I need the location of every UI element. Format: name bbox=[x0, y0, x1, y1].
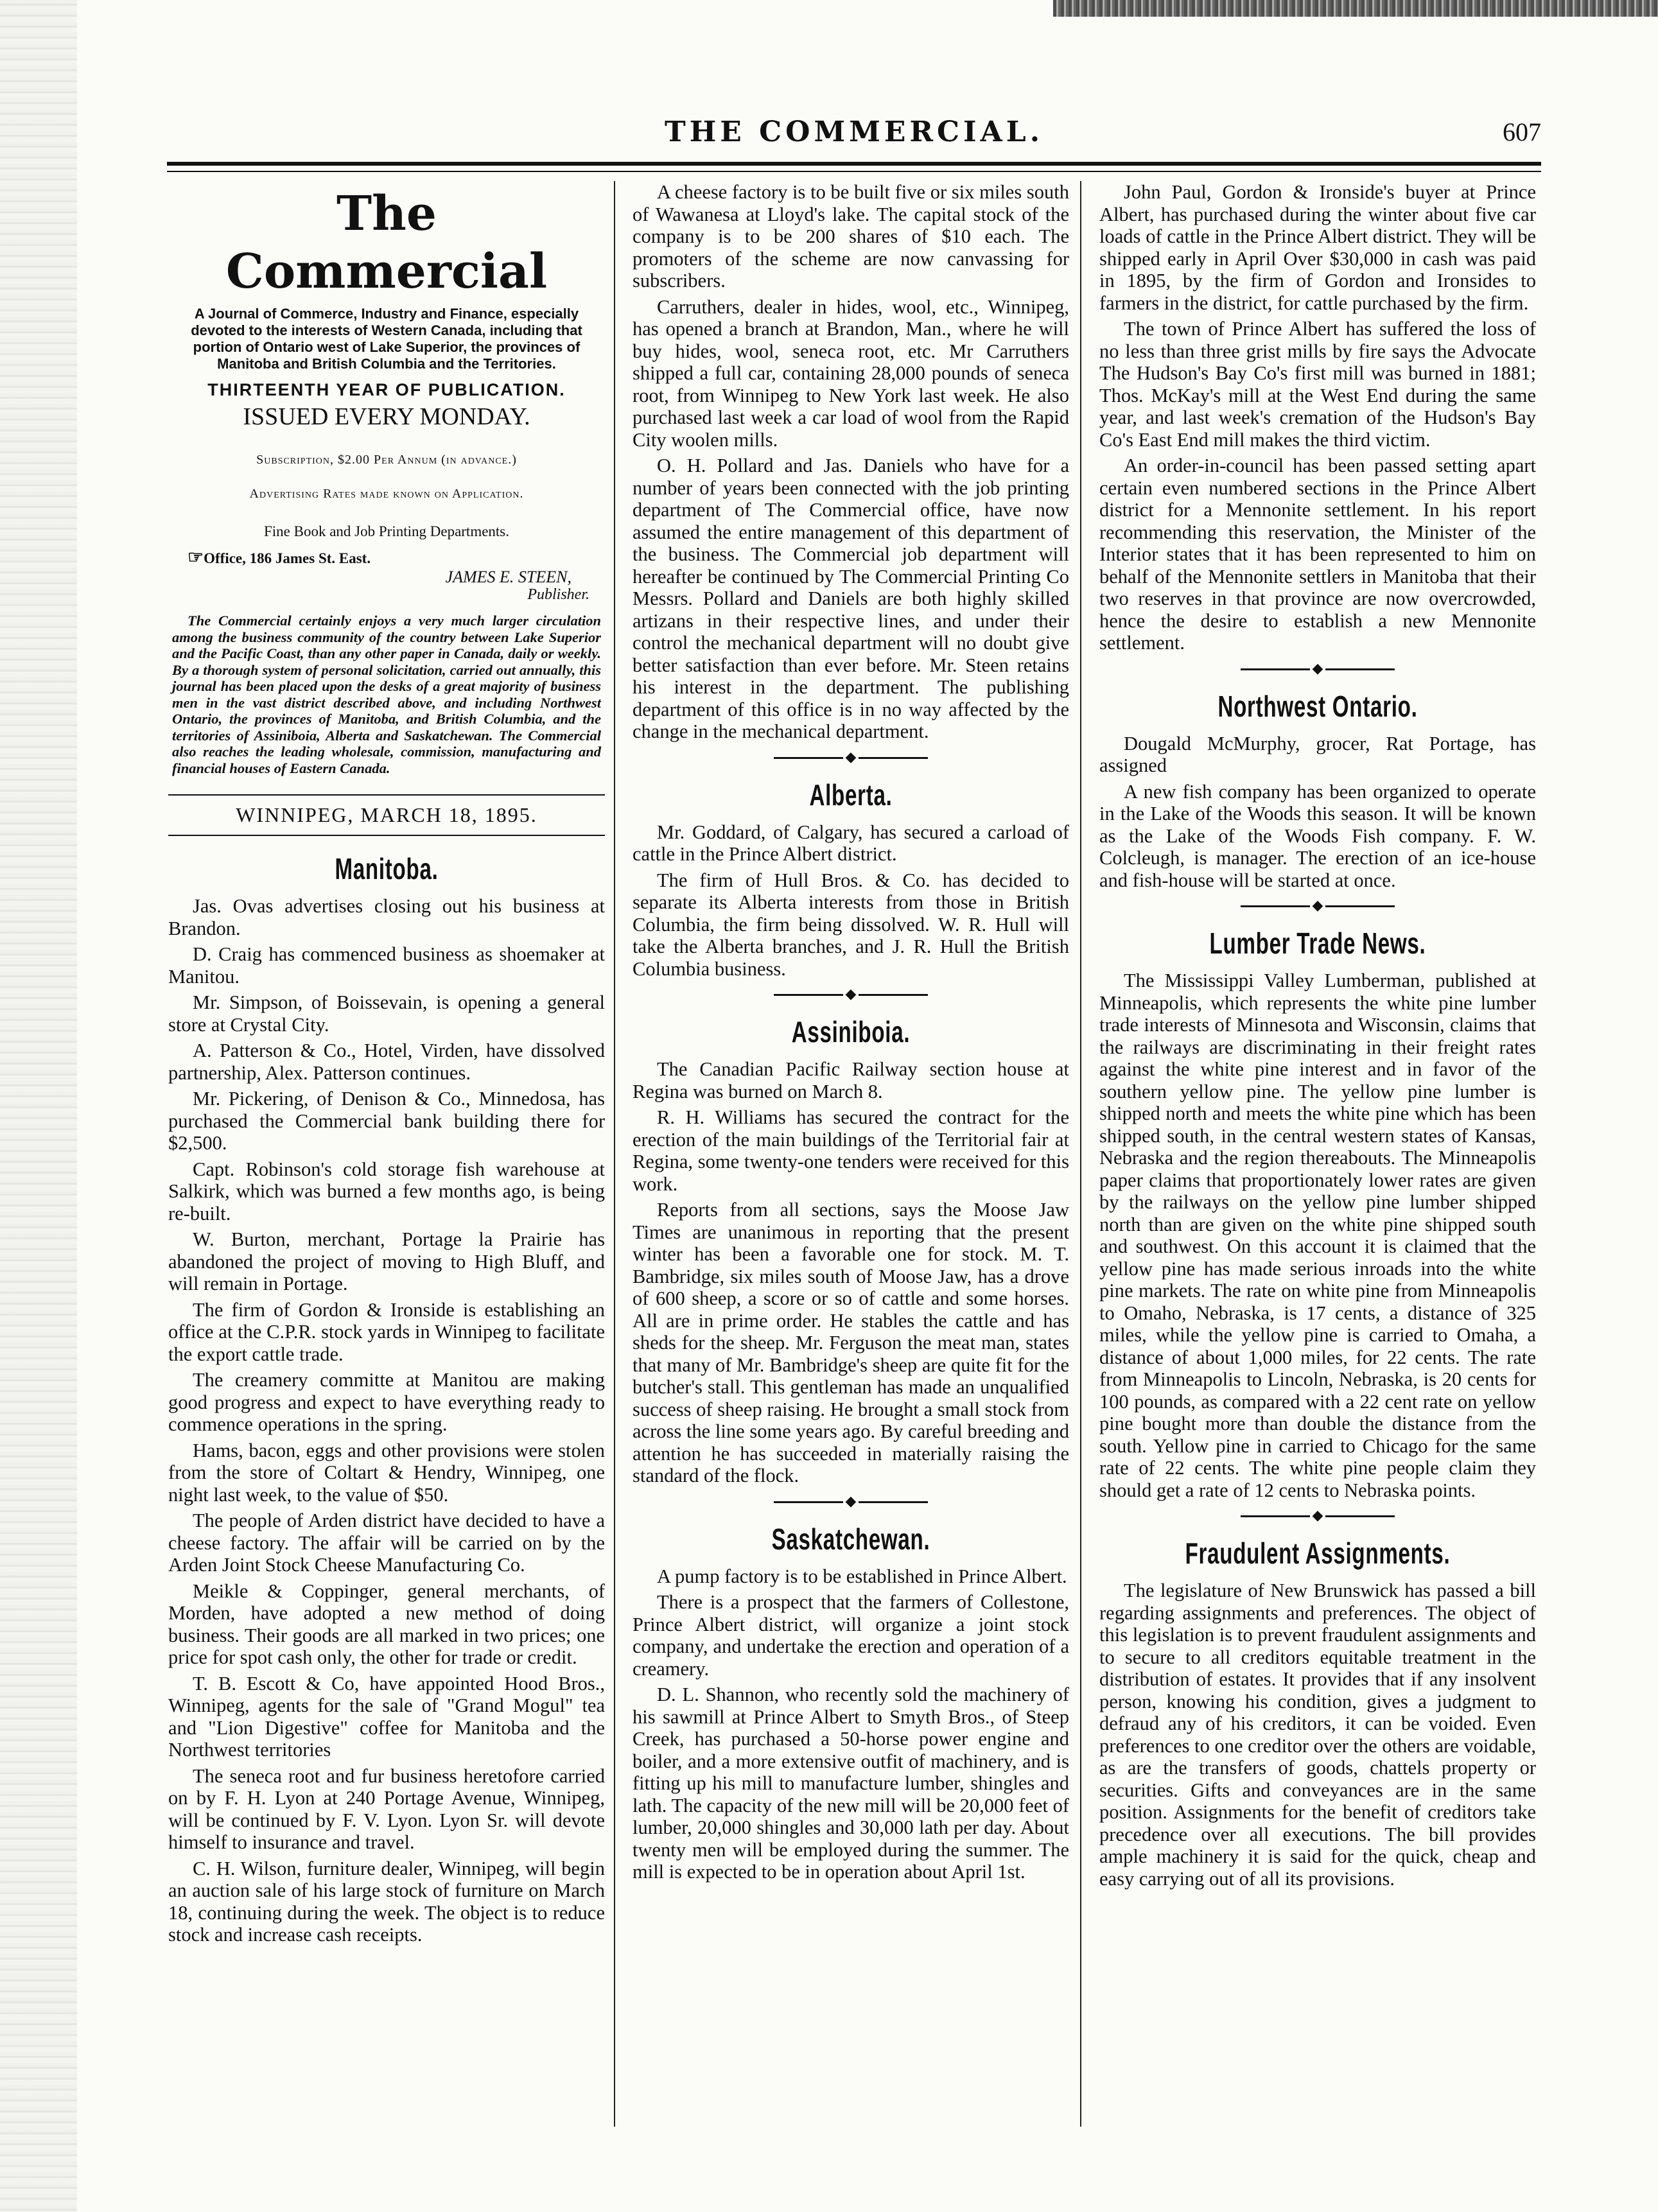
masthead-office bbox=[188, 546, 605, 568]
section-heading: Northwest Ontario. bbox=[1217, 689, 1418, 723]
masthead-advertising: Advertising Rates made known on Application. bbox=[249, 487, 524, 501]
news-paragraph: Meikle & Coppinger, general merchants, of Morden, have adopted a new method of doing business. Their goods are all marked in two prices; one price for spot cash only, the other for trade or credit. bbox=[168, 1580, 605, 1668]
column-divider-2 bbox=[1080, 181, 1081, 2127]
news-paragraph: The Canadian Pacific Railway section house at Regina was burned on March 8. bbox=[633, 1058, 1069, 1102]
news-paragraph: W. Burton, merchant, Portage la Prairie has abandoned the project of moving to High Bluff, and will remain in Portage. bbox=[168, 1228, 605, 1294]
masthead-publisher-role: Publisher. bbox=[527, 586, 589, 603]
scan-top-edge bbox=[1053, 0, 1658, 17]
column-3 bbox=[1099, 181, 1536, 2120]
news-paragraph: A new fish company has been organized to operate in the Lake of the Woods this season. It will be known as the Lake of the Woods Fish company. F. W. Colcleugh, is manager. The erection of an ice-house and fish-house will be started at once. bbox=[1099, 780, 1536, 891]
news-paragraph: D. L. Shannon, who recently sold the machinery of his sawmill at Prince Albert to Smyth Bros., of Steep Creek, has purchased a 50-horse power engine and boiler, and a more extensive outfit of machinery, and is fitting up his mill to manufacture lumber, shingles and lath. The capacity of the new mill will be 20,000 feet of lumber, 20,000 shingles and 30,000 lath per day. About twenty men will be employed during the summer. The mill is expected to be in operation about April 1st. bbox=[633, 1684, 1069, 1883]
header-rule-thin bbox=[167, 171, 1541, 172]
section-heading: Saskatchewan. bbox=[771, 1522, 930, 1556]
page-number: 607 bbox=[1503, 118, 1541, 146]
scan-binding-edge bbox=[0, 0, 77, 2212]
news-paragraph: D. Craig has commenced business as shoemaker at Manitou. bbox=[168, 943, 605, 988]
column-1 bbox=[168, 181, 605, 2120]
header-rule-thick bbox=[167, 162, 1541, 166]
section-heading: Manitoba. bbox=[335, 852, 439, 885]
news-paragraph: A pump factory is to be established in Prince Albert. bbox=[657, 1565, 1067, 1587]
news-paragraph: Mr. Goddard, of Calgary, has secured a carload of cattle in the Prince Albert district. bbox=[633, 821, 1069, 865]
news-paragraph: Dougald McMurphy, grocer, Rat Portage, has assigned bbox=[1099, 732, 1536, 776]
news-paragraph: A cheese factory is to be built five or six miles south of Wawanesa at Lloyd's lake. The capital stock of the company is to be 200 shares of $10 each. The promoters of the scheme are now canvassing for subscribers. bbox=[633, 181, 1069, 292]
news-paragraph: Mr. Simpson, of Boissevain, is opening a general store at Crystal City. bbox=[168, 991, 605, 1036]
running-head bbox=[167, 116, 1541, 154]
masthead bbox=[168, 185, 605, 836]
news-paragraph: The creamery committe at Manitou are making good progress and expect to have everything ready to commence operations in the spring. bbox=[168, 1369, 605, 1435]
news-paragraph: Reports from all sections, says the Moose Jaw Times are unanimous in reporting that the present winter has been a favorable one for stock. M. T. Bambridge, six miles south of Moose Jaw, has a drove of 600 sheep, a score or so of cattle and some horses. All are in prime order. He stables the cattle and has sheds for the sheep. Mr. Ferguson the meat man, states that many of Mr. Bambridge's sheep are quite fit for the butcher's stall. This gentleman has made an unqualified success of sheep raising. He brought a small stock from across the line some years ago. By careful breeding and attention he has succeeded in materially raising the standard of the flock. bbox=[633, 1199, 1069, 1486]
news-paragraph: The town of Prince Albert has suffered the loss of no less than three grist mills by fire says the Advocate The Hudson's Bay Co's first mill was burned in 1881; Thos. McKay's mill at the West End during the same year, and last week's cremation of the Hudson's Bay Co's East End mill makes the third victim. bbox=[1099, 318, 1536, 451]
dateline-box bbox=[168, 794, 605, 836]
news-paragraph: Carruthers, dealer in hides, wool, etc., Winnipeg, has opened a branch at Brandon, Man., where he will buy hides, wool, seneca root, etc. Mr Carruthers shipped a full car, containing 28,000 pounds of seneca root, from Winnipeg to New York last week. He also purchased last week a car load of wool from the Rapid City woolen mills. bbox=[633, 295, 1069, 451]
news-paragraph: T. B. Escott & Co, have appointed Hood Bros., Winnipeg, agents for the sale of "Grand Mogul" tea and "Lion Digestive" coffee for Manitoba and the Northwest territories bbox=[168, 1672, 605, 1761]
masthead-title: The Commercial bbox=[225, 186, 548, 299]
masthead-publisher: JAMES E. STEEN, bbox=[445, 568, 572, 586]
section-ornament-divider bbox=[774, 753, 928, 762]
section-ornament-divider bbox=[1241, 665, 1395, 674]
news-paragraph: An order-in-council has been passed setting apart certain even numbered sections in the Prince Albert district for a Mennonite settlement. In his report recommending this reservation, the Minister of the Interior states that it has been represented to him on behalf of the Mennonite settlers in Manitoba that their two reserves in that province are now overcrowded, hence the desire to establish a new Mennonite settlement. bbox=[1099, 455, 1536, 654]
news-paragraph: O. H. Pollard and Jas. Daniels who have for a number of years been connected with the job printing department of The Commercial office, have now assumed the entire management of this department of the business. The Commercial job department will hereafter be continued by The Commercial Printing Co Messrs. Pollard and Daniels are both highly skilled artizans in their respective lines, and under their control the mechanical department will no doubt give better satisfaction than ever before. Mr. Steen retains his interest in the department. The publishing department of this office is in no way affected by the change in the mechanical department. bbox=[633, 455, 1069, 742]
section-heading: Lumber Trade News. bbox=[1209, 927, 1426, 960]
section-ornament-divider bbox=[1241, 901, 1395, 910]
section-heading: Alberta. bbox=[809, 778, 893, 812]
section-heading: Fraudulent Assignments. bbox=[1185, 1537, 1451, 1570]
masthead-departments: Fine Book and Job Printing Departments. bbox=[263, 523, 510, 539]
news-paragraph: Capt. Robinson's cold storage fish warehouse at Salkirk, which was burned a few months ago, is being re-built. bbox=[168, 1158, 605, 1224]
news-paragraph: Hams, bacon, eggs and other provisions were stolen from the store of Coltart & Hendry, Winnipeg, one night last week, to the value of $50. bbox=[168, 1439, 605, 1506]
news-paragraph: The firm of Gordon & Ironside is establishing an office at the C.P.R. stock yards in Winnipeg to facilitate the export cattle trade. bbox=[168, 1298, 605, 1365]
running-title: THE COMMERCIAL. bbox=[664, 116, 1044, 148]
masthead-description: A Journal of Commerce, Industry and Finance, especially devoted to the interests of Western Canada, including that portion of Ontario west of Lake Superior, the provinces of Manitoba and British Columbia and the Territories. bbox=[191, 306, 582, 372]
news-paragraph: The seneca root and fur business heretofore carried on by F. H. Lyon at 240 Portage Avenue, Winnipeg, will be continued by F. V. Lyon. Lyon Sr. will devote himself to insurance and travel. bbox=[168, 1764, 605, 1853]
dateline-rule-bottom bbox=[168, 835, 605, 836]
column-2 bbox=[633, 181, 1069, 2120]
masthead-year-line: THIRTEENTH YEAR OF PUBLICATION. bbox=[207, 380, 566, 399]
news-paragraph: C. H. Wilson, furniture dealer, Winnipeg, will begin an auction sale of his large stock of furniture on March 18, continuing during the week. The object is to reduce stock and increase cash receipts. bbox=[168, 1857, 605, 1946]
news-paragraph: R. H. Williams has secured the contract for the erection of the main buildings of the Territorial fair at Regina, some twenty-one tenders were received for this work. bbox=[633, 1106, 1069, 1195]
column-1-articles bbox=[168, 851, 605, 1946]
news-paragraph: The firm of Hull Bros. & Co. has decided to separate its Alberta interests from those in British Columbia, the firm being dissolved. W. R. Hull will take the Alberta branches, and J. R. Hull the British Columbia business. bbox=[633, 869, 1069, 980]
section-ornament-divider bbox=[774, 1497, 928, 1506]
masthead-circulation-note: The Commercial certainly enjoys a very much larger circulation among the business community of the country between Lake Superior and the Pacific Coast, than any other paper in Canada, daily or weekly. By a thorough system of personal solicitation, carried out annually, this journal has been placed upon the desks of a great majority of business men in the vast district described above, and including Northwest Ontario, the provinces of Manitoba, and British Columbia, and the territories of Assiniboia, Alberta and Saskatchewan. The Commercial also reaches the leading wholesale, commission, manufacturing and financial houses of Eastern Canada. bbox=[172, 613, 601, 776]
masthead-subscription: Subscription, $2.00 Per Annum (in advance.) bbox=[256, 453, 517, 467]
column-divider-1 bbox=[614, 181, 615, 2127]
news-paragraph: John Paul, Gordon & Ironside's buyer at Prince Albert, has purchased during the winter about five car loads of cattle in the Prince Albert district. They will be shipped early in April Over $30,000 in cash was paid in 1895, by the firm of Gordon and Ironsides to farmers in the district, for cattle purchased by the firm. bbox=[1099, 181, 1536, 314]
section-heading: Assiniboia. bbox=[791, 1015, 911, 1049]
masthead-office-address: Office, 186 James St. East. bbox=[204, 550, 371, 566]
news-paragraph: Jas. Ovas advertises closing out his business at Brandon. bbox=[168, 895, 605, 939]
column-3-articles bbox=[1099, 181, 1536, 1890]
news-paragraph: There is a prospect that the farmers of Collestone, Prince Albert district, will organize a joint stock company, and undertake the erection and operation of a creamery. bbox=[633, 1591, 1069, 1680]
pointing-hand-icon: ☞ bbox=[188, 548, 204, 568]
news-paragraph: The legislature of New Brunswick has passed a bill regarding assignments and preferences. The object of this legislation is to prevent fraudulent assignments and to secure to all creditors equitable treatment in the distribution of estates. It provides that if any insolvent person, knowing his condition, gives a judgment to defraud any of his creditors, it can be voided. Even preferences to one creditor over the others are voidable, as are the transfers of goods, chattels property or securities. Gifts and conveyances are in the same position. Assignments for the benefit of creditors take precedence over all executions. The bill provides ample machinery it is said for the quick, cheap and easy carrying out of all its provisions. bbox=[1099, 1580, 1536, 1890]
dateline: WINNIPEG, MARCH 18, 1895. bbox=[236, 803, 537, 826]
news-paragraph: The Mississippi Valley Lumberman, published at Minneapolis, which represents the white pine lumber trade interests of Minnesota and Wisconsin, claims that the railways are discriminating in their freight rates against the white pine interest and in favor of the southern yellow pine. The yellow pine lumber is shipped north and meets the white pine which has been shipped south, in the central western states of Kansas, Nebraska and the region thereabouts. The Minneapolis paper claims that proportionately lower rates are given by the railways on the yellow pine lumber shipped north than are given on the white pine shipped south and southwest. On this account it is claimed that the yellow pine has made serious inroads into the white pine markets. The rate on white pine from Minneapolis to Omaho, Nebraska, is 17 cents, a distance of 325 miles, while the yellow pine is carried to Omaha, a distance of about 1,000 miles, for 22 cents. The rate from Minneapolis to Lincoln, Nebraska, is 20 cents for 100 pounds, as compared with a 22 cent rate on yellow pine bought more than double the distance from the south. Yellow pine in carried to Chicago for the same rate of 22 cents. The white pine people claim they should get a rate of 12 cents to Nebraska points. bbox=[1099, 970, 1536, 1501]
news-paragraph: Mr. Pickering, of Denison & Co., Minnedosa, has purchased the Commercial bank building there for $2,500. bbox=[168, 1088, 605, 1154]
news-paragraph: A. Patterson & Co., Hotel, Virden, have dissolved partnership, Alex. Patterson continues. bbox=[168, 1040, 605, 1084]
section-ornament-divider bbox=[1241, 1511, 1395, 1520]
news-paragraph: The people of Arden district have decided to have a cheese factory. The affair will be carried on by the Arden Joint Stock Cheese Manufacturing Co. bbox=[168, 1510, 605, 1576]
masthead-issued: ISSUED EVERY MONDAY. bbox=[243, 403, 530, 430]
column-2-articles bbox=[633, 181, 1069, 1883]
section-ornament-divider bbox=[774, 990, 928, 999]
